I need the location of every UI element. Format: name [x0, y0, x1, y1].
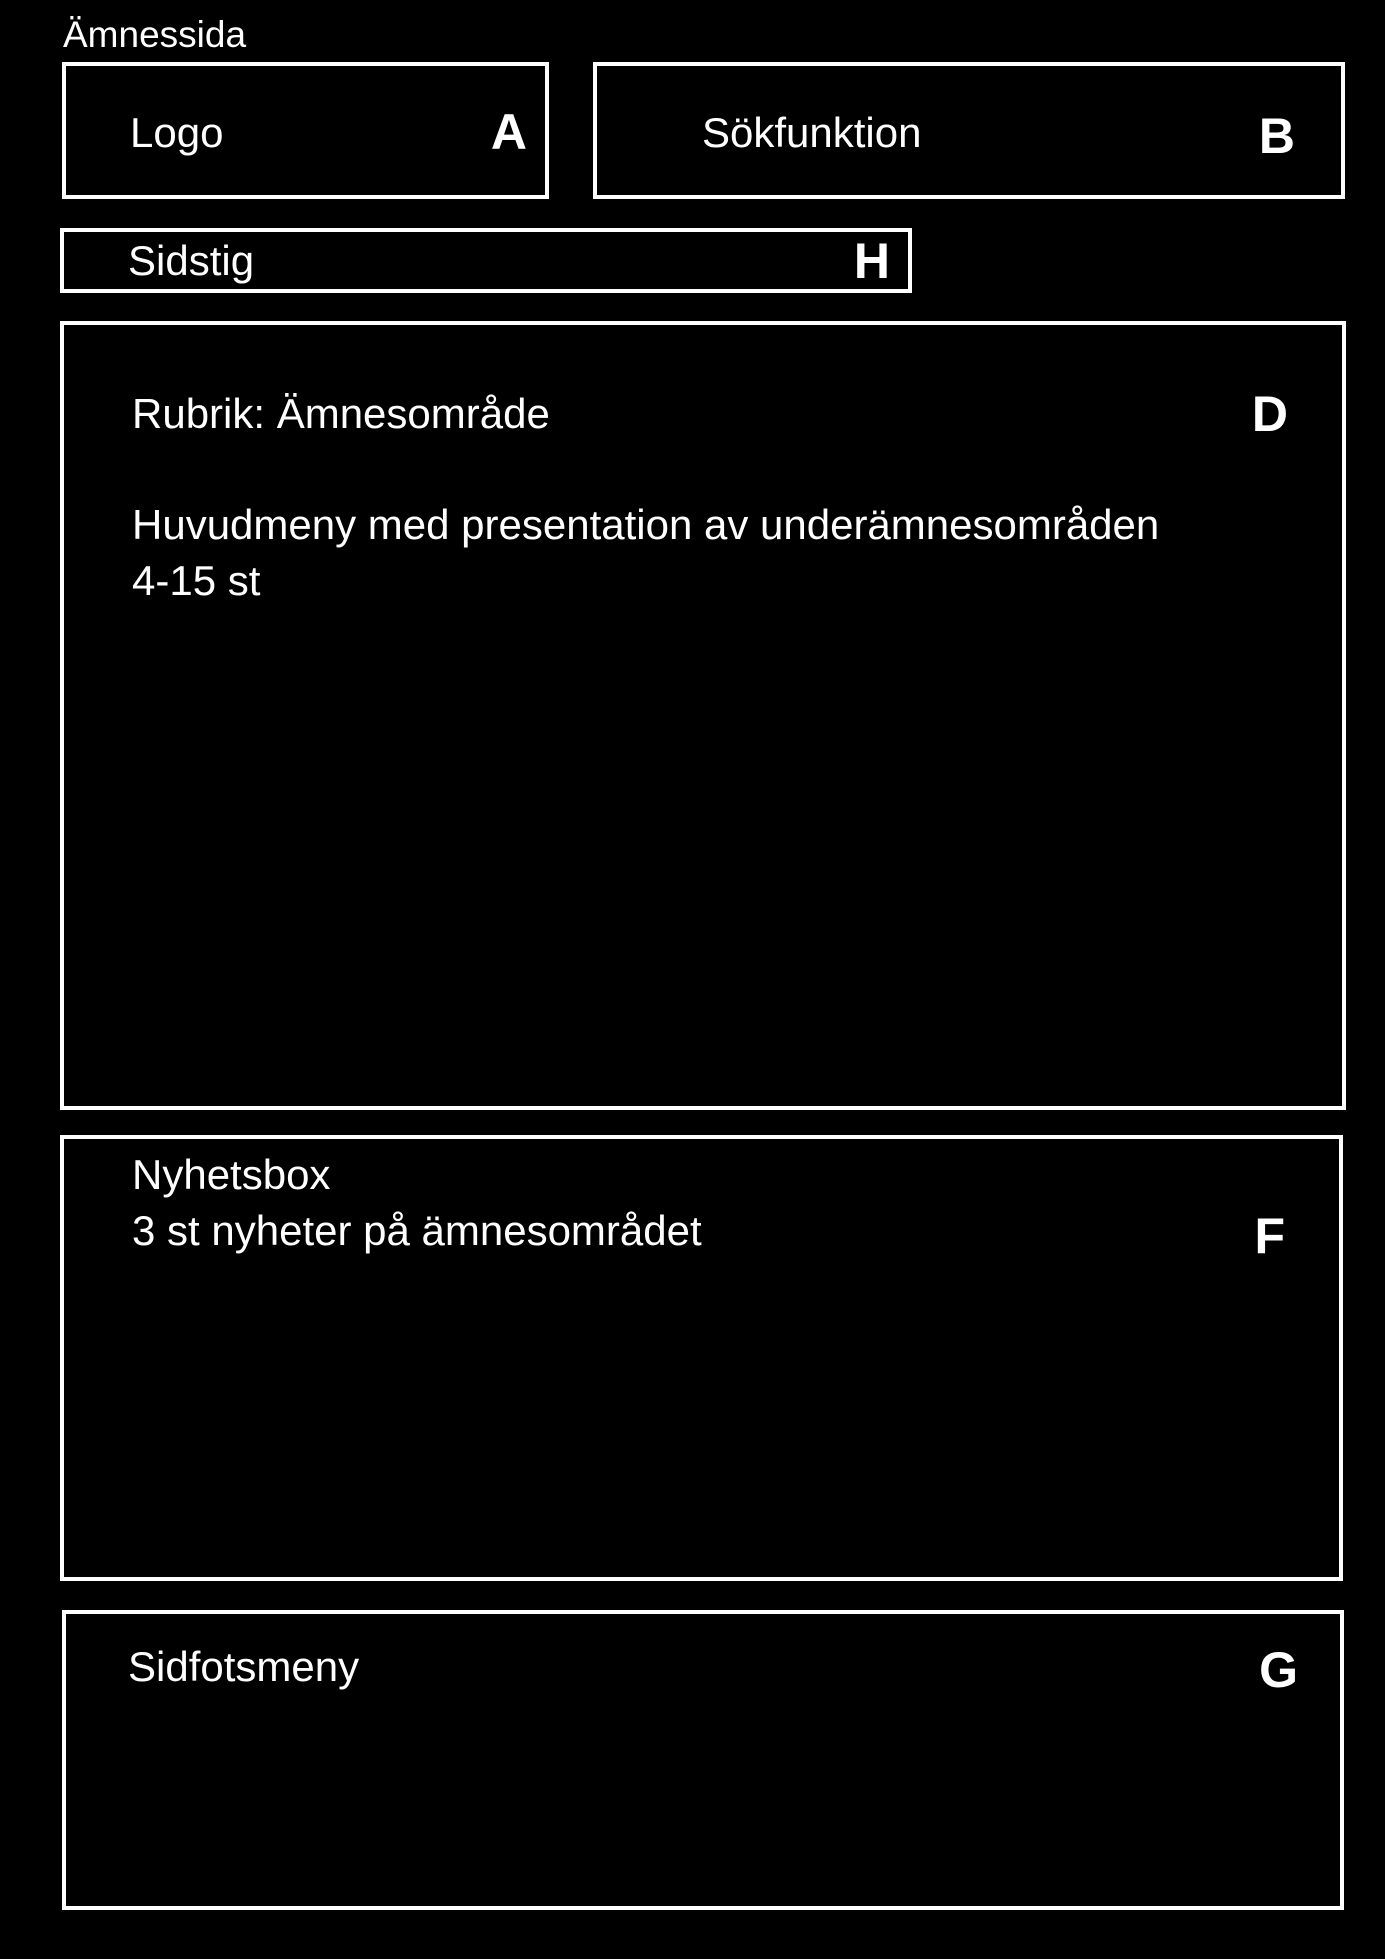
- logo-region-label: Logo: [130, 109, 224, 156]
- page-title: Ämnessida: [63, 14, 247, 55]
- news-region-text: [132, 1147, 702, 1259]
- main-menu-description-line: 4-15 st: [132, 557, 261, 604]
- logo-region-letter: A: [490, 104, 527, 160]
- search-region-label: Sökfunktion: [702, 109, 922, 156]
- search-region-letter: B: [1258, 108, 1295, 164]
- main-menu-region-label: Rubrik: Ämnesområde: [132, 390, 550, 437]
- news-region-letter: F: [1254, 1208, 1285, 1264]
- news-description-line: 3 st nyheter på ämnesområdet: [132, 1207, 702, 1254]
- footer-menu-region-letter: G: [1259, 1642, 1298, 1698]
- breadcrumb-region-letter: H: [853, 233, 890, 289]
- main-menu-region-box: [60, 321, 1346, 1110]
- footer-menu-region-label: Sidfotsmeny: [128, 1643, 360, 1690]
- news-region-box: [60, 1135, 1343, 1581]
- search-region-box: [593, 62, 1345, 199]
- footer-menu-region-box: [62, 1610, 1344, 1910]
- main-menu-description-line: Huvudmeny med presentation av underämnesområden: [132, 501, 1160, 548]
- main-menu-region-letter: D: [1251, 386, 1288, 442]
- breadcrumb-region-label: Sidstig: [128, 237, 255, 284]
- breadcrumb-region-box: [60, 228, 912, 293]
- main-menu-region-description: [132, 497, 1159, 609]
- news-region-label: Nyhetsbox: [132, 1151, 331, 1198]
- logo-region-box: [62, 62, 549, 199]
